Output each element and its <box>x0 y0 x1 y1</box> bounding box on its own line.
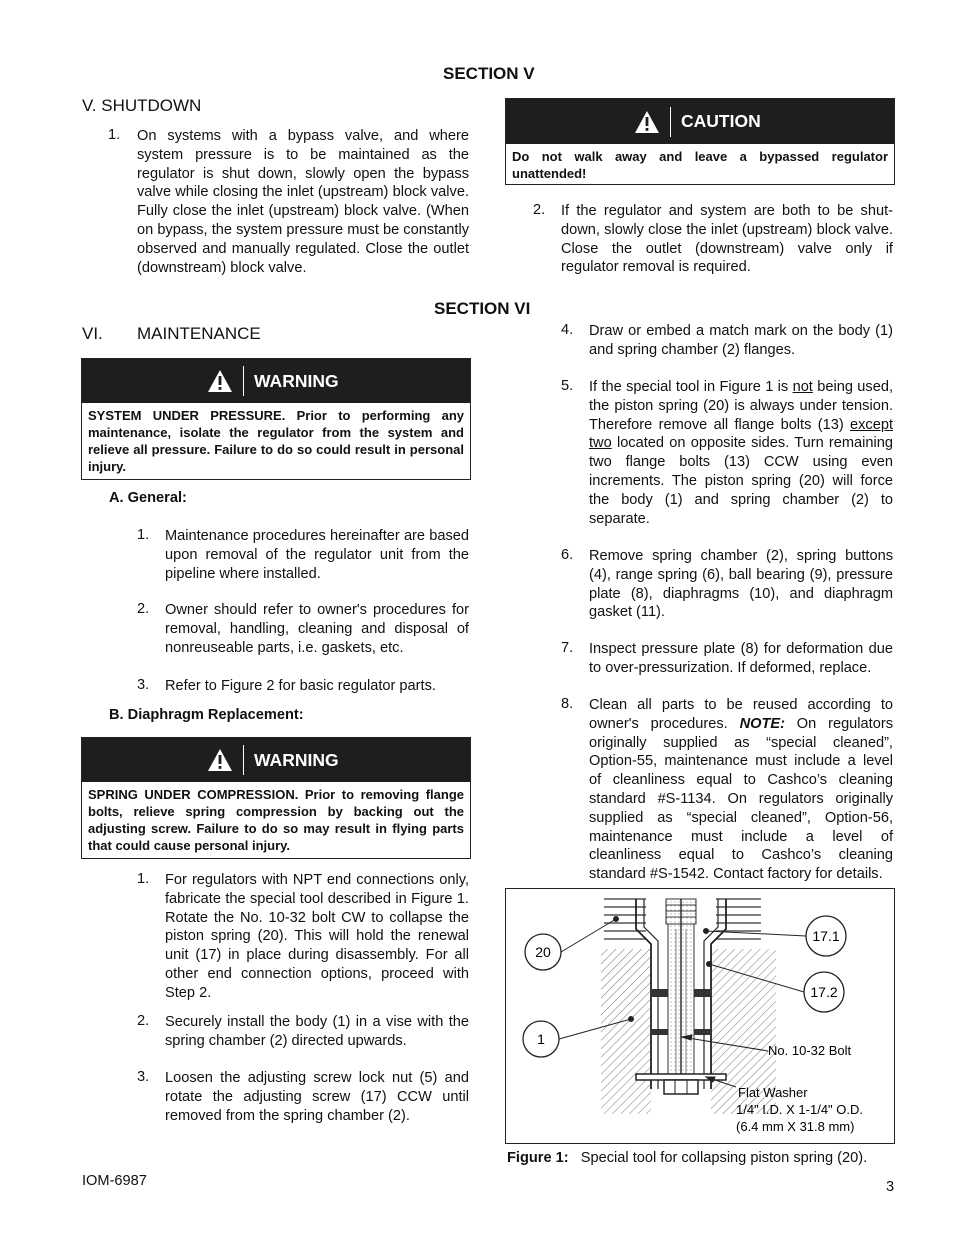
warning-triangle-icon <box>634 110 660 134</box>
washer-label-line3: (6.4 mm X 31.8 mm) <box>736 1119 855 1134</box>
maintenance-item-text: Remove spring chamber (2), spring buttons (4), range spring (6), ball bearing (9), pressure plate (8), diaphragms (10), and diaphragm gasket (11). <box>589 548 893 621</box>
callout-1: 1 <box>537 1031 545 1047</box>
document-id: IOM-6987 <box>82 1173 147 1189</box>
shutdown-item2-number: 2. <box>533 202 546 218</box>
caution-box <box>505 98 895 185</box>
header-divider <box>243 745 244 775</box>
warning-text: SPRING UNDER COMPRESSION. Prior to removing flange bolts, relieve spring compression by backing out the adjusting screw. Failure to do so may result in flying parts that could cause personal injury. <box>88 787 464 853</box>
caution-header <box>506 99 894 144</box>
shutdown-heading: V. SHUTDOWN <box>82 96 202 115</box>
maintenance-heading: MAINTENANCE <box>137 324 261 343</box>
callout-17-1: 17.1 <box>812 928 840 944</box>
header-divider <box>243 366 244 396</box>
warning-box-pressure <box>81 358 471 480</box>
diaphragm-item-text: For regulators with NPT end connections only, fabricate the special tool described in Figure 1. Rotate the No. 10-32 bolt CW to collapse the piston spring (20). This will hold the renewal unit (17) in place during disassembly. For all other end connection options, proceed with Step 2. <box>165 872 469 1001</box>
diaphragm-item-number: 2. <box>137 1013 150 1029</box>
general-item-number: 2. <box>137 601 150 617</box>
diaphragm-item-text: Securely install the body (1) in a vise with the spring chamber (2) directed upwards. <box>165 1014 469 1049</box>
shutdown-item1-text: On systems with a bypass valve, and where system pressure is to be maintained as the regulator is shut down, slowly open the bypass valve while closing the inlet (upstream) block valve. Fully close the inlet (upstream) block valve. (When on bypass, the system pressure must be constantly observed and manually regulated. Close the outlet (downstream) block valve. <box>137 128 469 276</box>
diaphragm-item-number: 1. <box>137 871 150 887</box>
washer-label-line2: 1/4" I.D. X 1-1/4" O.D. <box>736 1102 863 1117</box>
general-item-text: Maintenance procedures hereinafter are based upon removal of the regulator unit from the pipeline where installed. <box>165 528 469 582</box>
callout-20: 20 <box>535 944 551 960</box>
shutdown-item1-number: 1. <box>108 127 121 143</box>
warning-triangle-icon <box>207 748 233 772</box>
section-vi-title: SECTION VI <box>434 299 531 318</box>
header-divider <box>670 107 671 137</box>
page-number: 3 <box>886 1179 895 1195</box>
maintenance-item-number: 7. <box>561 640 574 656</box>
diaphragm-heading: B. Diaphragm Replacement: <box>109 707 304 723</box>
callout-17-2: 17.2 <box>810 984 838 1000</box>
maintenance-item-text: Inspect pressure plate (8) for deformation due to over-pressurization. If deformed, replace. <box>589 641 893 676</box>
warning-label: WARNING <box>254 370 339 391</box>
maintenance-item-number: 8. <box>561 696 574 712</box>
general-item-text: Refer to Figure 2 for basic regulator parts. <box>165 678 436 694</box>
caution-label: CAUTION <box>681 111 761 131</box>
maintenance-item-number: 5. <box>561 378 574 394</box>
maintenance-item-text: Draw or embed a match mark on the body (1) and spring chamber (2) flanges. <box>589 323 893 358</box>
figure-1 <box>505 888 895 1144</box>
bolt-label: No. 10-32 Bolt <box>768 1043 852 1058</box>
shutdown-item2-text: If the regulator and system are both to be shut-down, slowly close the inlet (upstream) block valve. Close the outlet (downstream) valve only if regulator removal is required. <box>561 203 893 276</box>
maintenance-item-number: 4. <box>561 322 574 338</box>
warning-triangle-icon <box>207 369 233 393</box>
figure-caption: Figure 1: Special tool for collapsing piston spring (20). <box>507 1150 868 1166</box>
warning-header <box>82 359 470 403</box>
warning-text: SYSTEM UNDER PRESSURE. Prior to performing any maintenance, isolate the regulator from the system and relieve all pressure. Failure to do so could result in personal injury. <box>88 408 464 474</box>
general-item-number: 1. <box>137 527 150 543</box>
maintenance-heading-number: VI. <box>82 324 103 343</box>
general-heading: A. General: <box>109 490 187 506</box>
maintenance-item-text: Clean all parts to be reused according to owner's procedures. NOTE: On regulators originally supplied as “special cleaned”, Option-55, maintenance must include a level of cleanliness equal to Cashco’s cleaning standard #S-1134. On regulators originally supplied as “special cleaned”, Option-56, maintenance must include a level of cleanliness equal to Cashco’s cleaning standard #S-1542. Contact factory for details. <box>589 697 893 883</box>
section-v-title: SECTION V <box>443 64 535 83</box>
maintenance-item-number: 6. <box>561 547 574 563</box>
washer-label-line1: Flat Washer <box>738 1085 808 1100</box>
maintenance-item-text: If the special tool in Figure 1 is not being used, the piston spring (20) is always under tension. Therefore remove all flange bolts (13) except two located on opposite sides. Turn remaining two flange bolts (13) CCW using even increments. The piston spring (20) will force the body (1) and spring chamber (2) to separate. <box>589 379 893 527</box>
general-item-text: Owner should refer to owner's procedures for removal, handling, cleaning and disposal of nonreuseable parts, i.e. gaskets, etc. <box>165 602 469 656</box>
special-tool-diagram <box>506 889 894 1143</box>
general-item-number: 3. <box>137 677 150 693</box>
warning-label: WARNING <box>254 749 339 770</box>
caution-text: Do not walk away and leave a bypassed regulator unattended! <box>512 149 888 181</box>
diaphragm-item-text: Loosen the adjusting screw lock nut (5) and rotate the adjusting screw (17) CCW until removed from the spring chamber (2). <box>165 1070 469 1124</box>
warning-box-spring <box>81 737 471 859</box>
warning-header <box>82 738 470 782</box>
diaphragm-item-number: 3. <box>137 1069 150 1085</box>
